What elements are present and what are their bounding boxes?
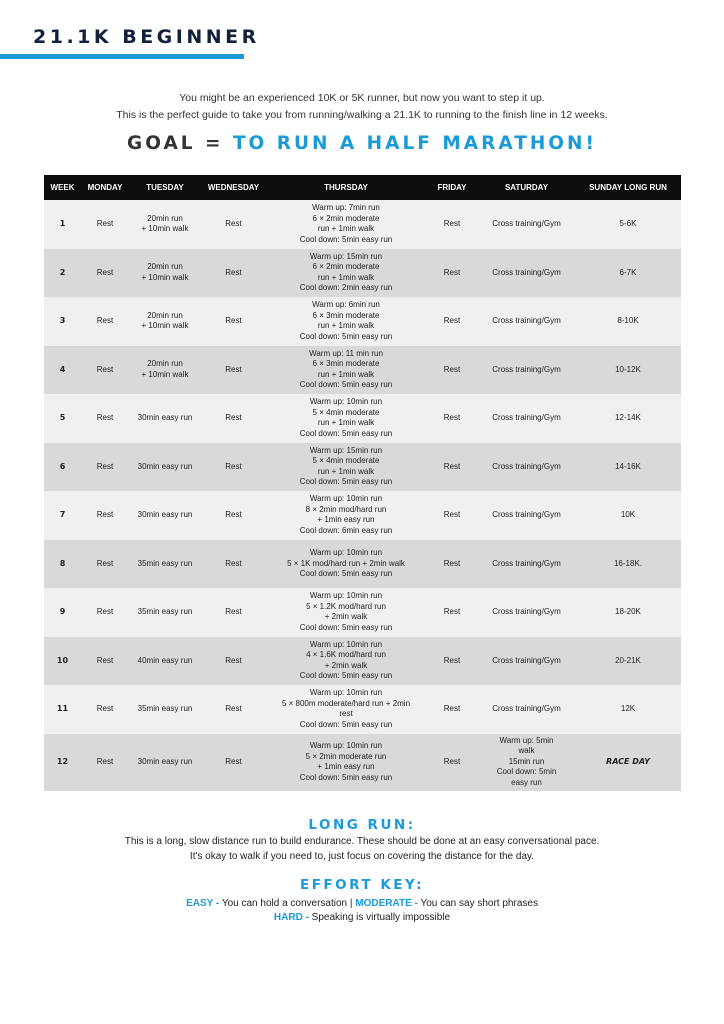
cell-week: 8 [44, 540, 81, 589]
table-row [44, 346, 681, 395]
cell-friday: Rest [426, 734, 478, 791]
effort-key-line-2 [0, 912, 724, 923]
table-row [44, 297, 681, 346]
cell-wednesday: Rest [201, 637, 266, 686]
cell-tuesday: 30min easy run [129, 734, 201, 791]
cell-tuesday: 20min run + 10min walk [129, 346, 201, 395]
cell-thursday: Warm up: 10min run 5 × 800m moderate/hard run + 2min rest Cool down: 5min easy run [266, 685, 426, 734]
cell-monday: Rest [81, 491, 129, 540]
cell-monday: Rest [81, 685, 129, 734]
cell-thursday: Warm up: 7min run 6 × 2min moderate run + 1min walk Cool down: 5min easy run [266, 200, 426, 249]
cell-sunday: 16-18K. [575, 540, 681, 589]
goal-prefix: GOAL = [127, 133, 233, 154]
cell-sunday: 5-6K [575, 200, 681, 249]
hard-label: HARD - [273, 912, 309, 923]
cell-monday: Rest [81, 394, 129, 443]
cell-friday: Rest [426, 249, 478, 298]
cell-saturday: Cross training/Gym [478, 394, 575, 443]
header-monday: MONDAY [81, 175, 129, 200]
table-row [44, 685, 681, 734]
cell-thursday: Warm up: 15min run 6 × 2min moderate run + 1min walk Cool down: 2min easy run [266, 249, 426, 298]
table-row [44, 200, 681, 249]
cell-monday: Rest [81, 297, 129, 346]
long-run-line-1: This is a long, slow distance run to build endurance. These should be done at an easy conversational pace. [124, 836, 600, 847]
header-wednesday: WEDNESDAY [201, 175, 266, 200]
cell-tuesday: 30min easy run [129, 443, 201, 492]
cell-wednesday: Rest [201, 685, 266, 734]
table-row [44, 491, 681, 540]
easy-text: You can hold a conversation | [219, 898, 356, 909]
cell-week: 3 [44, 297, 81, 346]
cell-saturday: Cross training/Gym [478, 443, 575, 492]
goal-text: TO RUN A HALF MARATHON! [232, 133, 597, 154]
table-row [44, 637, 681, 686]
cell-thursday: Warm up: 6min run 6 × 3min moderate run + 1min walk Cool down: 5min easy run [266, 297, 426, 346]
table-row [44, 540, 681, 589]
moderate-label: MODERATE - [355, 898, 418, 909]
cell-sunday: 18-20K [575, 588, 681, 637]
cell-monday: Rest [81, 346, 129, 395]
header-sunday: SUNDAY LONG RUN [575, 175, 681, 200]
cell-friday: Rest [426, 394, 478, 443]
cell-saturday: Cross training/Gym [478, 588, 575, 637]
cell-thursday: Warm up: 11 min run 6 × 3min moderate run + 1min walk Cool down: 5min easy run [266, 346, 426, 395]
cell-monday: Rest [81, 637, 129, 686]
cell-sunday: 8-10K [575, 297, 681, 346]
cell-friday: Rest [426, 443, 478, 492]
cell-monday: Rest [81, 734, 129, 791]
cell-week: 4 [44, 346, 81, 395]
table-row [44, 588, 681, 637]
table-row [44, 249, 681, 298]
cell-wednesday: Rest [201, 297, 266, 346]
cell-thursday: Warm up: 10min run 5 × 4min moderate run + 1min walk Cool down: 5min easy run [266, 394, 426, 443]
cell-sunday: 12-14K [575, 394, 681, 443]
cell-saturday: Cross training/Gym [478, 297, 575, 346]
table-row [44, 394, 681, 443]
cell-thursday: Warm up: 15min run 5 × 4min moderate run + 1min walk Cool down: 5min easy run [266, 443, 426, 492]
effort-key-title: EFFORT KEY: [299, 877, 425, 893]
cell-wednesday: Rest [201, 249, 266, 298]
cell-tuesday: 20min run + 10min walk [129, 200, 201, 249]
cell-tuesday: 30min easy run [129, 491, 201, 540]
cell-week: 11 [44, 685, 81, 734]
header-saturday: SATURDAY [478, 175, 575, 200]
cell-thursday: Warm up: 10min run 5 × 1K mod/hard run + 2min walk Cool down: 5min easy run [266, 540, 426, 589]
table-body [44, 200, 681, 791]
cell-tuesday: 30min easy run [129, 394, 201, 443]
cell-thursday: Warm up: 10min run 4 × 1.6K mod/hard run + 2min walk Cool down: 5min easy run [266, 637, 426, 686]
cell-saturday: Cross training/Gym [478, 249, 575, 298]
cell-week: 10 [44, 637, 81, 686]
table-header-row [44, 175, 681, 200]
cell-sunday: 6-7K [575, 249, 681, 298]
cell-tuesday: 20min run + 10min walk [129, 297, 201, 346]
cell-tuesday: 35min easy run [129, 540, 201, 589]
cell-week: 7 [44, 491, 81, 540]
table-row [44, 443, 681, 492]
cell-saturday: Cross training/Gym [478, 346, 575, 395]
cell-wednesday: Rest [201, 588, 266, 637]
cell-wednesday: Rest [201, 491, 266, 540]
easy-label: EASY - [186, 898, 220, 909]
cell-monday: Rest [81, 540, 129, 589]
cell-week: 5 [44, 394, 81, 443]
moderate-text: You can say short phrases [417, 898, 538, 909]
cell-tuesday: 40min easy run [129, 637, 201, 686]
cell-wednesday: Rest [201, 394, 266, 443]
cell-friday: Rest [426, 588, 478, 637]
training-plan-table [44, 175, 681, 791]
cell-wednesday: Rest [201, 443, 266, 492]
cell-tuesday: 20min run + 10min walk [129, 249, 201, 298]
cell-sunday: 10-12K [575, 346, 681, 395]
cell-friday: Rest [426, 297, 478, 346]
cell-saturday: Cross training/Gym [478, 200, 575, 249]
cell-saturday: Cross training/Gym [478, 637, 575, 686]
long-run-title: LONG RUN: [308, 817, 416, 833]
cell-thursday: Warm up: 10min run 8 × 2min mod/hard run + 1min easy run Cool down: 6min easy run [266, 491, 426, 540]
long-run-line-2: It's okay to walk if you need to, just focus on covering the distance for the day. [189, 851, 535, 862]
header-tuesday: TUESDAY [129, 175, 201, 200]
cell-wednesday: Rest [201, 734, 266, 791]
intro-line-1: You might be an experienced 10K or 5K runner, but now you want to step it up. [179, 92, 545, 104]
intro-line-2: This is the perfect guide to take you from running/walking a 21.1K to running to the finish line in 12 weeks. [116, 109, 608, 121]
cell-week: 6 [44, 443, 81, 492]
hard-text: Speaking is virtually impossible [308, 912, 451, 923]
cell-monday: Rest [81, 588, 129, 637]
header-thursday: THURSDAY [266, 175, 426, 200]
table-row [44, 734, 681, 791]
cell-saturday: Cross training/Gym [478, 685, 575, 734]
cell-saturday: Cross training/Gym [478, 540, 575, 589]
header-week: WEEK [44, 175, 81, 200]
cell-wednesday: Rest [201, 200, 266, 249]
cell-saturday: Cross training/Gym [478, 491, 575, 540]
cell-sunday: RACE DAY [575, 734, 681, 791]
page-title: 21.1K BEGINNER [33, 26, 260, 48]
goal-heading [0, 133, 724, 154]
cell-week: 9 [44, 588, 81, 637]
cell-friday: Rest [426, 637, 478, 686]
cell-friday: Rest [426, 491, 478, 540]
cell-thursday: Warm up: 10min run 5 × 1.2K mod/hard run + 2min walk Cool down: 5min easy run [266, 588, 426, 637]
cell-thursday: Warm up: 10min run 5 × 2min moderate run + 1min easy run Cool down: 5min easy run [266, 734, 426, 791]
cell-wednesday: Rest [201, 540, 266, 589]
cell-sunday: 12K [575, 685, 681, 734]
cell-week: 12 [44, 734, 81, 791]
cell-week: 2 [44, 249, 81, 298]
cell-saturday: Warm up: 5min walk 15min run Cool down: 5min easy run [478, 734, 575, 791]
cell-sunday: 20-21K [575, 637, 681, 686]
cell-monday: Rest [81, 200, 129, 249]
cell-sunday: 10K [575, 491, 681, 540]
cell-sunday: 14-16K [575, 443, 681, 492]
cell-wednesday: Rest [201, 346, 266, 395]
cell-friday: Rest [426, 685, 478, 734]
cell-tuesday: 35min easy run [129, 588, 201, 637]
title-underline [0, 54, 244, 59]
cell-tuesday: 35min easy run [129, 685, 201, 734]
cell-monday: Rest [81, 249, 129, 298]
cell-week: 1 [44, 200, 81, 249]
cell-monday: Rest [81, 443, 129, 492]
header-friday: FRIDAY [426, 175, 478, 200]
cell-friday: Rest [426, 540, 478, 589]
effort-key-line-1 [0, 898, 724, 909]
cell-friday: Rest [426, 200, 478, 249]
cell-friday: Rest [426, 346, 478, 395]
